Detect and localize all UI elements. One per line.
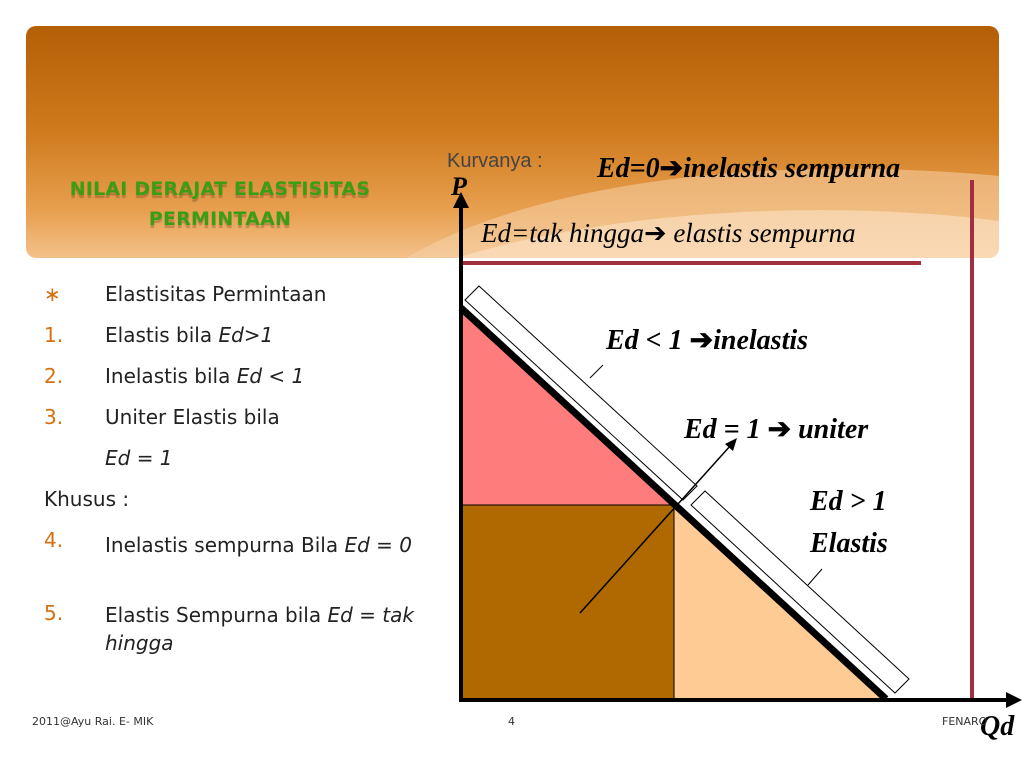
arrow-right-icon: ➔	[659, 153, 684, 184]
edlt1-formula: Ed < 1	[606, 325, 690, 356]
list-item-text: Elastisitas Permintaan	[105, 282, 327, 306]
arrow-right-icon: ➔	[643, 218, 667, 248]
footer-right: FENARO	[942, 715, 988, 728]
list-item-formula: Ed < 1	[236, 364, 305, 388]
number-marker: 5.	[44, 601, 64, 625]
number-marker: 2.	[44, 364, 64, 388]
bullet-marker: ∗	[44, 282, 61, 306]
p-axis-label: P	[451, 172, 467, 201]
edlt1-label	[605, 325, 808, 356]
list-item-formula: Ed = 1	[105, 446, 173, 470]
ed0-label	[596, 153, 900, 184]
ed0-formula: Ed=0	[597, 153, 660, 184]
list-item-plain: Elastis bila	[105, 323, 219, 347]
number-marker: 1.	[44, 323, 64, 347]
list-item-plain: Elastis Sempurna bila	[105, 603, 328, 627]
list-item-formula: Ed>1	[218, 323, 274, 347]
slide-title-line2: PERMINTAAN	[148, 208, 292, 230]
footer-left: 2011@Ayu Rai. E- MIK	[32, 715, 154, 728]
list-item-formula: Ed = 0	[344, 533, 413, 557]
khusus-label: Khusus :	[44, 487, 130, 511]
edinf-label	[480, 218, 856, 248]
ed1-formula: Ed = 1	[684, 414, 768, 445]
edinf-formula: Ed=tak hingga	[481, 218, 644, 248]
edinf-meaning: elastis sempurna	[666, 218, 856, 248]
edgt1-formula: Ed > 1	[810, 486, 887, 517]
ed1-meaning: uniter	[791, 414, 869, 445]
qd-axis-label: Qd	[980, 711, 1015, 742]
inelastic-callout-tick	[590, 365, 603, 378]
list-item-formula: Ed = tak hingga	[105, 603, 414, 655]
square-region	[461, 505, 674, 699]
number-marker: 3.	[44, 405, 64, 429]
list-item-plain: Inelastis sempurna Bila	[105, 533, 345, 557]
elastic-callout-tick	[808, 569, 822, 585]
arrow-right-icon: ➔	[767, 414, 792, 445]
list-item-text: Uniter Elastis bila	[105, 405, 280, 429]
footer-page-number: 4	[508, 715, 515, 728]
arrow-right-icon: ➔	[689, 325, 714, 356]
list-item-plain: Inelastis bila	[105, 364, 237, 388]
ed0-meaning: inelastis sempurna	[683, 153, 901, 184]
ed1-label	[683, 414, 869, 445]
number-marker: 4.	[44, 528, 64, 552]
qd-axis-arrowhead	[1006, 692, 1022, 708]
edgt1-meaning: Elastis	[810, 528, 888, 559]
slide-title-line1: NILAI DERAJAT ELASTISITAS	[69, 178, 371, 200]
edlt1-meaning: inelastis	[713, 325, 809, 356]
kurvanya-label: Kurvanya :	[447, 150, 543, 172]
